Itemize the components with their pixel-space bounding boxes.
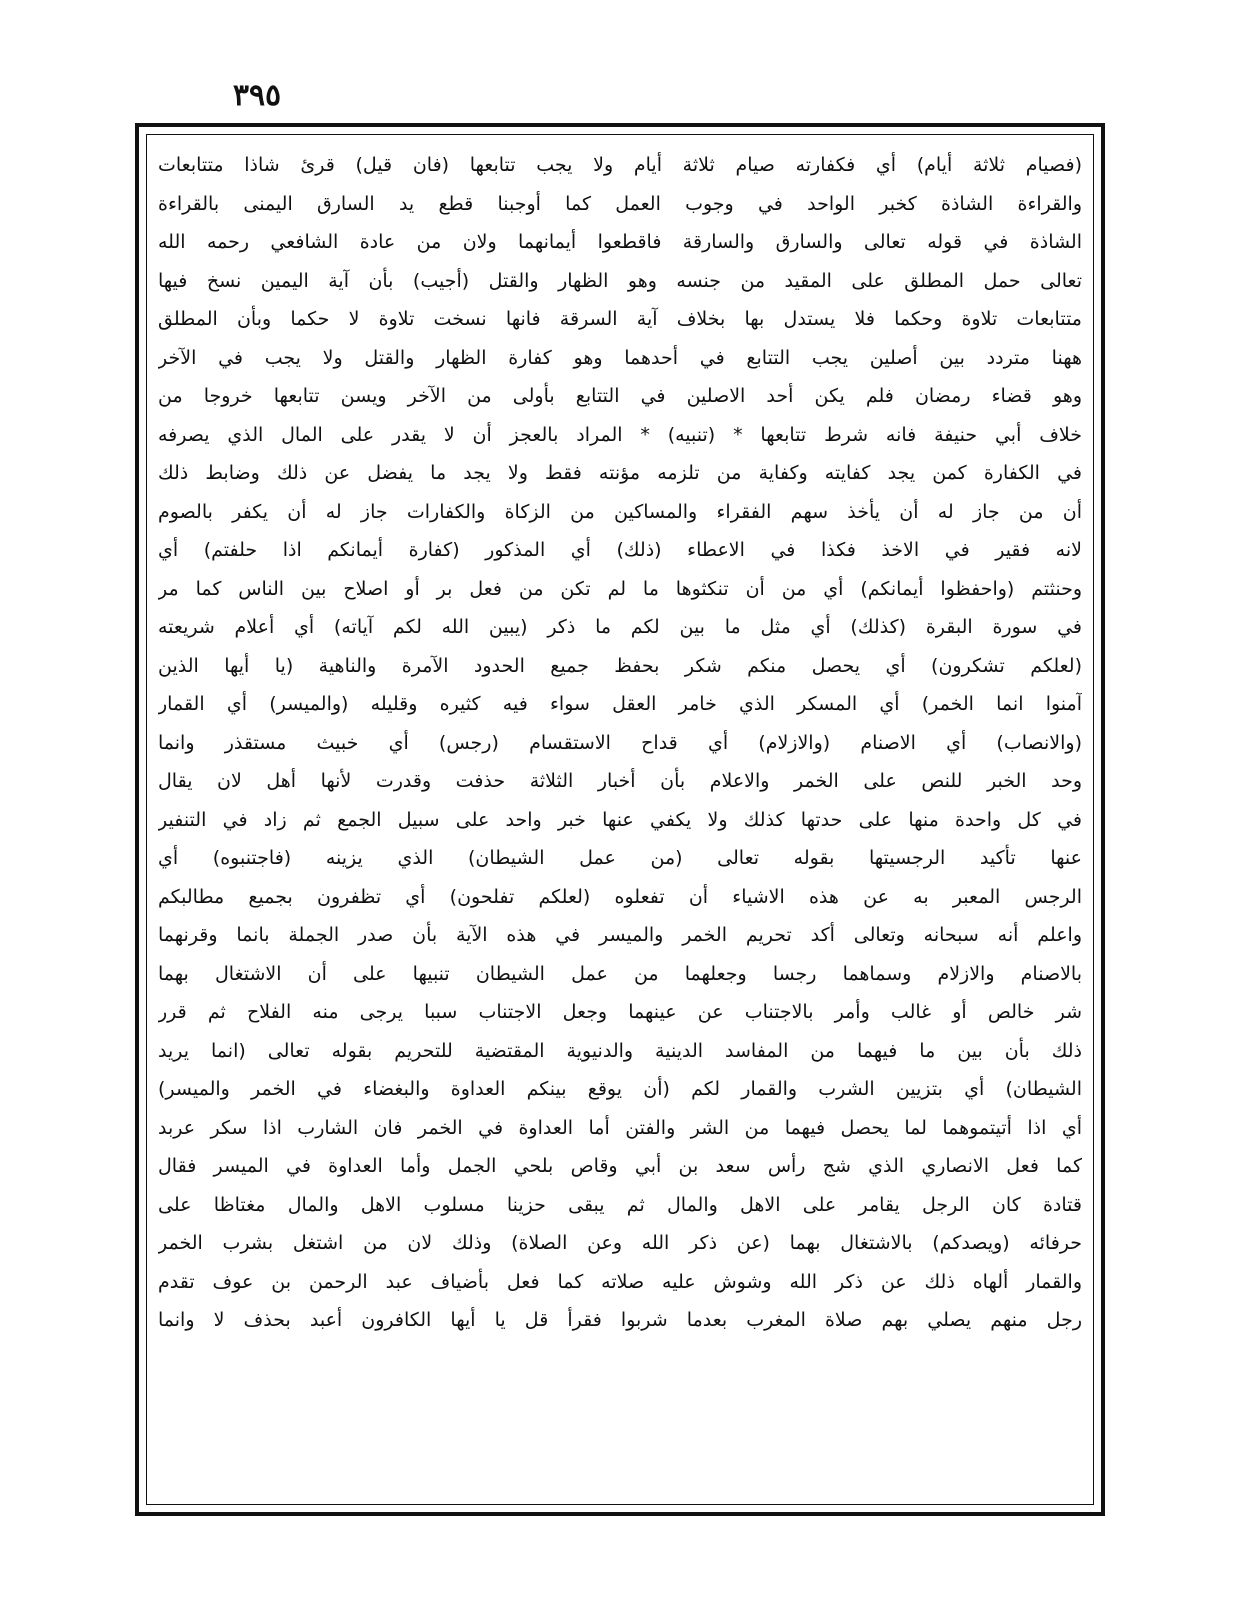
text-line: لانه فقير في الاخذ فكذا في الاعطاء (ذلك) أي المذكور (كفارة أيمانكم اذا حلفتم) أي [158,539,1082,561]
text-line: وهو قضاء رمضان فلم يكن أحد الاصلين في التتابع بأولى من الآخر ويسن تتابعها خروجا من [158,385,1082,407]
text-line: الشيطان) أي بتزيين الشرب والقمار لكم (أن يوقع بينكم العداوة والبغضاء في الخمر والميسر) [158,1078,1082,1100]
text-line: والقراءة الشاذة كخبر الواحد في وجوب العمل كما أوجبنا قطع يد السارق اليمنى بالقراءة [158,192,1082,215]
text-line: الرجس المعبر به عن هذه الاشياء أن تفعلوه (لعلكم تفلحون) أي تظفرون بجميع مطالبكم [158,885,1082,908]
text-line: (لعلكم تشكرون) أي يحصل منكم شكر بحفظ جميع الحدود الآمرة والناهية (يا أيها الذين [158,654,1082,677]
text-line: رجل منهم يصلي بهم صلاة المغرب بعدما شربوا فقرأ قل يا أيها الكافرون أعبد بحذف لا وانما [158,1309,1082,1331]
text-line: في كل واحدة منها على حدتها كذلك ولا يكفي عنها خبر واحد على سبيل الجمع ثم زاد في التنفير [158,808,1082,831]
text-line: تعالى حمل المطلق على المقيد من جنسه وهو الظهار والقتل (أجيب) بأن آية اليمين نسخ فيها [158,269,1082,292]
text-line: أن من جاز له أن يأخذ سهم الفقراء والمساكين من الزكاة والكفارات جاز له أن يكفر بالصوم [158,500,1082,523]
text-line: واعلم أنه سبحانه وتعالى أكد تحريم الخمر والميسر في هذه الآية بأن صدر الجملة بانما وقرنهما [158,924,1082,946]
text-line: متتابعات تلاوة وحكما فلا يستدل بها بخلاف آية السرقة فانها نسخت تلاوة لا حكما وبأن المطلق [158,308,1082,330]
text-line: (فصيام ثلاثة أيام) أي فكفارته صيام ثلاثة أيام ولا يجب تتابعها (فان قيل) قرئ شاذا متتابعات [158,154,1082,176]
text-line: بالاصنام والازلام وسماهما رجسا وجعلهما من عمل الشيطان تنبيها على أن الاشتغال بهما [158,962,1082,985]
text-line: قتادة كان الرجل يقامر على الاهل والمال ثم يبقى حزينا مسلوب الاهل والمال مغتاظا على [158,1193,1082,1216]
text-line: كما فعل الانصاري الذي شج رأس سعد بن أبي وقاص بلحي الجمل وأما العداوة في الميسر فقال [158,1155,1082,1177]
text-line: أي اذا أتيتموهما لما يحصل فيهما من الشر والفتن أما العداوة في الخمر فان الشارب اذا سكر عربد [158,1116,1082,1139]
text-line: وحنثتم (واحفظوا أيمانكم) أي من أن تنكثوها ما لم تكن من فعل بر أو اصلاح بين الناس كما مر [158,577,1082,600]
text-line: شر خالص أو غالب وأمر بالاجتناب عن عينهما وجعل الاجتناب سببا يرجى منه الفلاح ثم قرر [158,1001,1082,1023]
text-line: ذلك بأن بين ما فيهما من المفاسد الدينية والدنيوية المقتضية للتحريم بقوله تعالى (انما يريد [158,1039,1082,1062]
text-line: خلاف أبي حنيفة فانه شرط تتابعها * (تنبيه) * المراد بالعجز أن لا يقدر على المال الذي يصرفه [158,423,1082,446]
text-block [158,146,1082,1340]
text-line: عنها تأكيد الرجسيتها بقوله تعالى (من عمل الشيطان) الذي يزينه (فاجتنبوه) أي [158,847,1082,869]
page-number: ٣٩٥ [232,78,282,113]
text-line: (والانصاب) أي الاصنام (والازلام) أي قداح الاستقسام (رجس) أي خبيث مستقذر وانما [158,731,1082,754]
text-line: والقمار ألهاه ذلك عن ذكر الله وشوش عليه صلاته كما فعل بأضياف عبد الرحمن بن عوف تقدم [158,1270,1082,1293]
text-line: الشاذة في قوله تعالى والسارق والسارقة فاقطعوا أيمانهما ولان من عادة الشافعي رحمه الله [158,231,1082,253]
text-line: في سورة البقرة (كذلك) أي مثل ما بين لكم ما ذكر (يبين الله لكم آياته) أي أعلام شريعته [158,616,1082,638]
text-line: في الكفارة كمن يجد كفايته وكفاية من تلزمه مؤنته فقط ولا يجد ما يفضل عن ذلك وضابط ذلك [158,462,1082,484]
text-line: ههنا متردد بين أصلين يجب التتابع في أحدهما وهو كفارة الظهار والقتل ولا يجب في الآخر [158,346,1082,369]
text-line: وحد الخبر للنص على الخمر والاعلام بأن أخبار الثلاثة حذفت وقدرت لأنها أهل لان يقال [158,770,1082,792]
text-line: آمنوا انما الخمر) أي المسكر الذي خامر العقل سواء فيه كثيره وقليله (والميسر) أي القمار [158,693,1082,715]
text-line: حرفائه (ويصدكم) بالاشتغال بهما (عن ذكر الله وعن الصلاة) وذلك لان من اشتغل بشرب الخمر [158,1232,1082,1254]
